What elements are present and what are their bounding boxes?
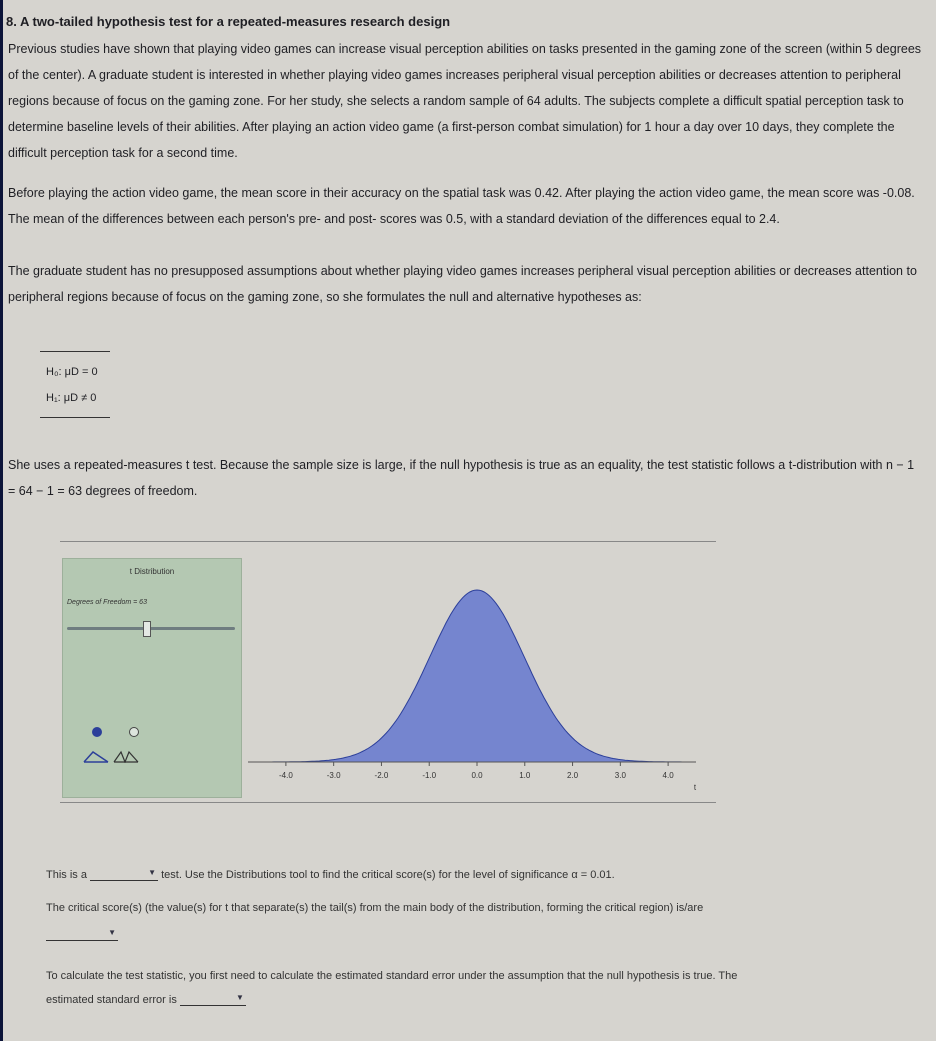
q1-text-after: test. Use the Distributions tool to find the critical score(s) for the level of significance α = 0.01. [161, 869, 615, 881]
panel-title: t Distribution [129, 567, 175, 576]
x-tick-label: -3.0 [326, 771, 341, 780]
x-tick-label: -1.0 [422, 771, 437, 780]
x-tick-label: 1.0 [519, 771, 531, 780]
hypothesis-paragraph: The graduate student has no presupposed assumptions about whether playing video games increases peripheral visual perception abilities or decreases attention to peripheral regions because of focus on the gaming zone, so she formulates the null and alternative hypotheses as: [8, 264, 917, 304]
one-tail-icon[interactable] [83, 749, 109, 763]
q1-text-before: This is a [46, 869, 87, 881]
t-distribution-chart [242, 560, 702, 796]
chevron-down-icon: ▼ [148, 868, 157, 877]
test-type-dropdown[interactable] [90, 868, 158, 881]
question-3-line2 [46, 993, 246, 1006]
widget-bottom-rule [60, 802, 716, 803]
density-curve [262, 590, 692, 762]
question-2: The critical score(s) (the value(s) for t that separate(s) the tail(s) from the main body of the distribution, forming the critical region) is/are [46, 902, 704, 914]
hypothesis-bottom-rule [40, 417, 110, 418]
x-tick-label: 4.0 [662, 771, 674, 780]
data-paragraph: Before playing the action video game, the mean score in their accuracy on the spatial task was 0.42. After playing the action video game, the mean score was -0.08. The mean of the differences between each person's pre- and post- scores was 0.5, with a standard deviation of the differences equal to 2.4. [8, 186, 915, 226]
chevron-down-icon: ▼ [235, 993, 244, 1002]
two-tail-radio[interactable] [129, 727, 139, 737]
alternative-hypothesis: H₁: μD ≠ 0 [46, 392, 97, 404]
null-hypothesis: H₀: μD = 0 [46, 366, 98, 378]
intro-paragraph: Previous studies have shown that playing video games can increase visual perception abilities on tasks presented in the gaming zone of the screen (within 5 degrees of the center). A graduate student is interested in whether playing video games increases peripheral visual perception abilities or decreases attention to peripheral regions because of focus on the gaming zone. For her study, she selects a random sample of 64 adults. The subjects complete a difficult spatial perception task to determine baseline levels of their abilities. After playing an action video game (a first-person combat simulation) for 1 hour a day over 10 days, they complete the difficult perception task for a second time. [8, 42, 922, 160]
critical-score-dropdown[interactable] [46, 928, 118, 941]
x-tick-label: 2.0 [566, 771, 579, 780]
x-tick-label: 0.0 [471, 771, 483, 780]
test-paragraph: She uses a repeated-measures t test. Because the sample size is large, if the null hypothesis is true as an equality, the test statistic follows a t-distribution with n − 1 = 64 − 1 = 63 degrees of freedom. [8, 458, 915, 498]
x-tick-label: -4.0 [278, 771, 293, 780]
question-1 [46, 868, 615, 881]
widget-top-rule [60, 541, 716, 542]
q3-text: estimated standard error is [46, 994, 177, 1006]
two-tail-icon[interactable] [113, 749, 139, 763]
dof-label: Degrees of Freedom = 63 [67, 599, 147, 606]
standard-error-dropdown[interactable] [180, 993, 246, 1006]
dof-slider-handle[interactable] [143, 621, 151, 637]
chevron-down-icon: ▼ [108, 928, 116, 937]
screen-edge [0, 0, 3, 1041]
x-tick-label: -2.0 [374, 771, 389, 780]
dof-slider-track[interactable] [67, 627, 235, 630]
question-3-line1: To calculate the test statistic, you first need to calculate the estimated standard error under the assumption that the null hypothesis is true. The [46, 970, 738, 982]
distribution-control-panel [62, 558, 242, 798]
hypothesis-top-rule [40, 351, 110, 352]
question-title: 8. A two-tailed hypothesis test for a repeated-measures research design [6, 14, 451, 29]
x-tick-label: 3.0 [614, 771, 626, 780]
axis-symbol: t [693, 783, 697, 792]
one-tail-radio[interactable] [92, 727, 102, 737]
question-2-answer [46, 928, 118, 941]
